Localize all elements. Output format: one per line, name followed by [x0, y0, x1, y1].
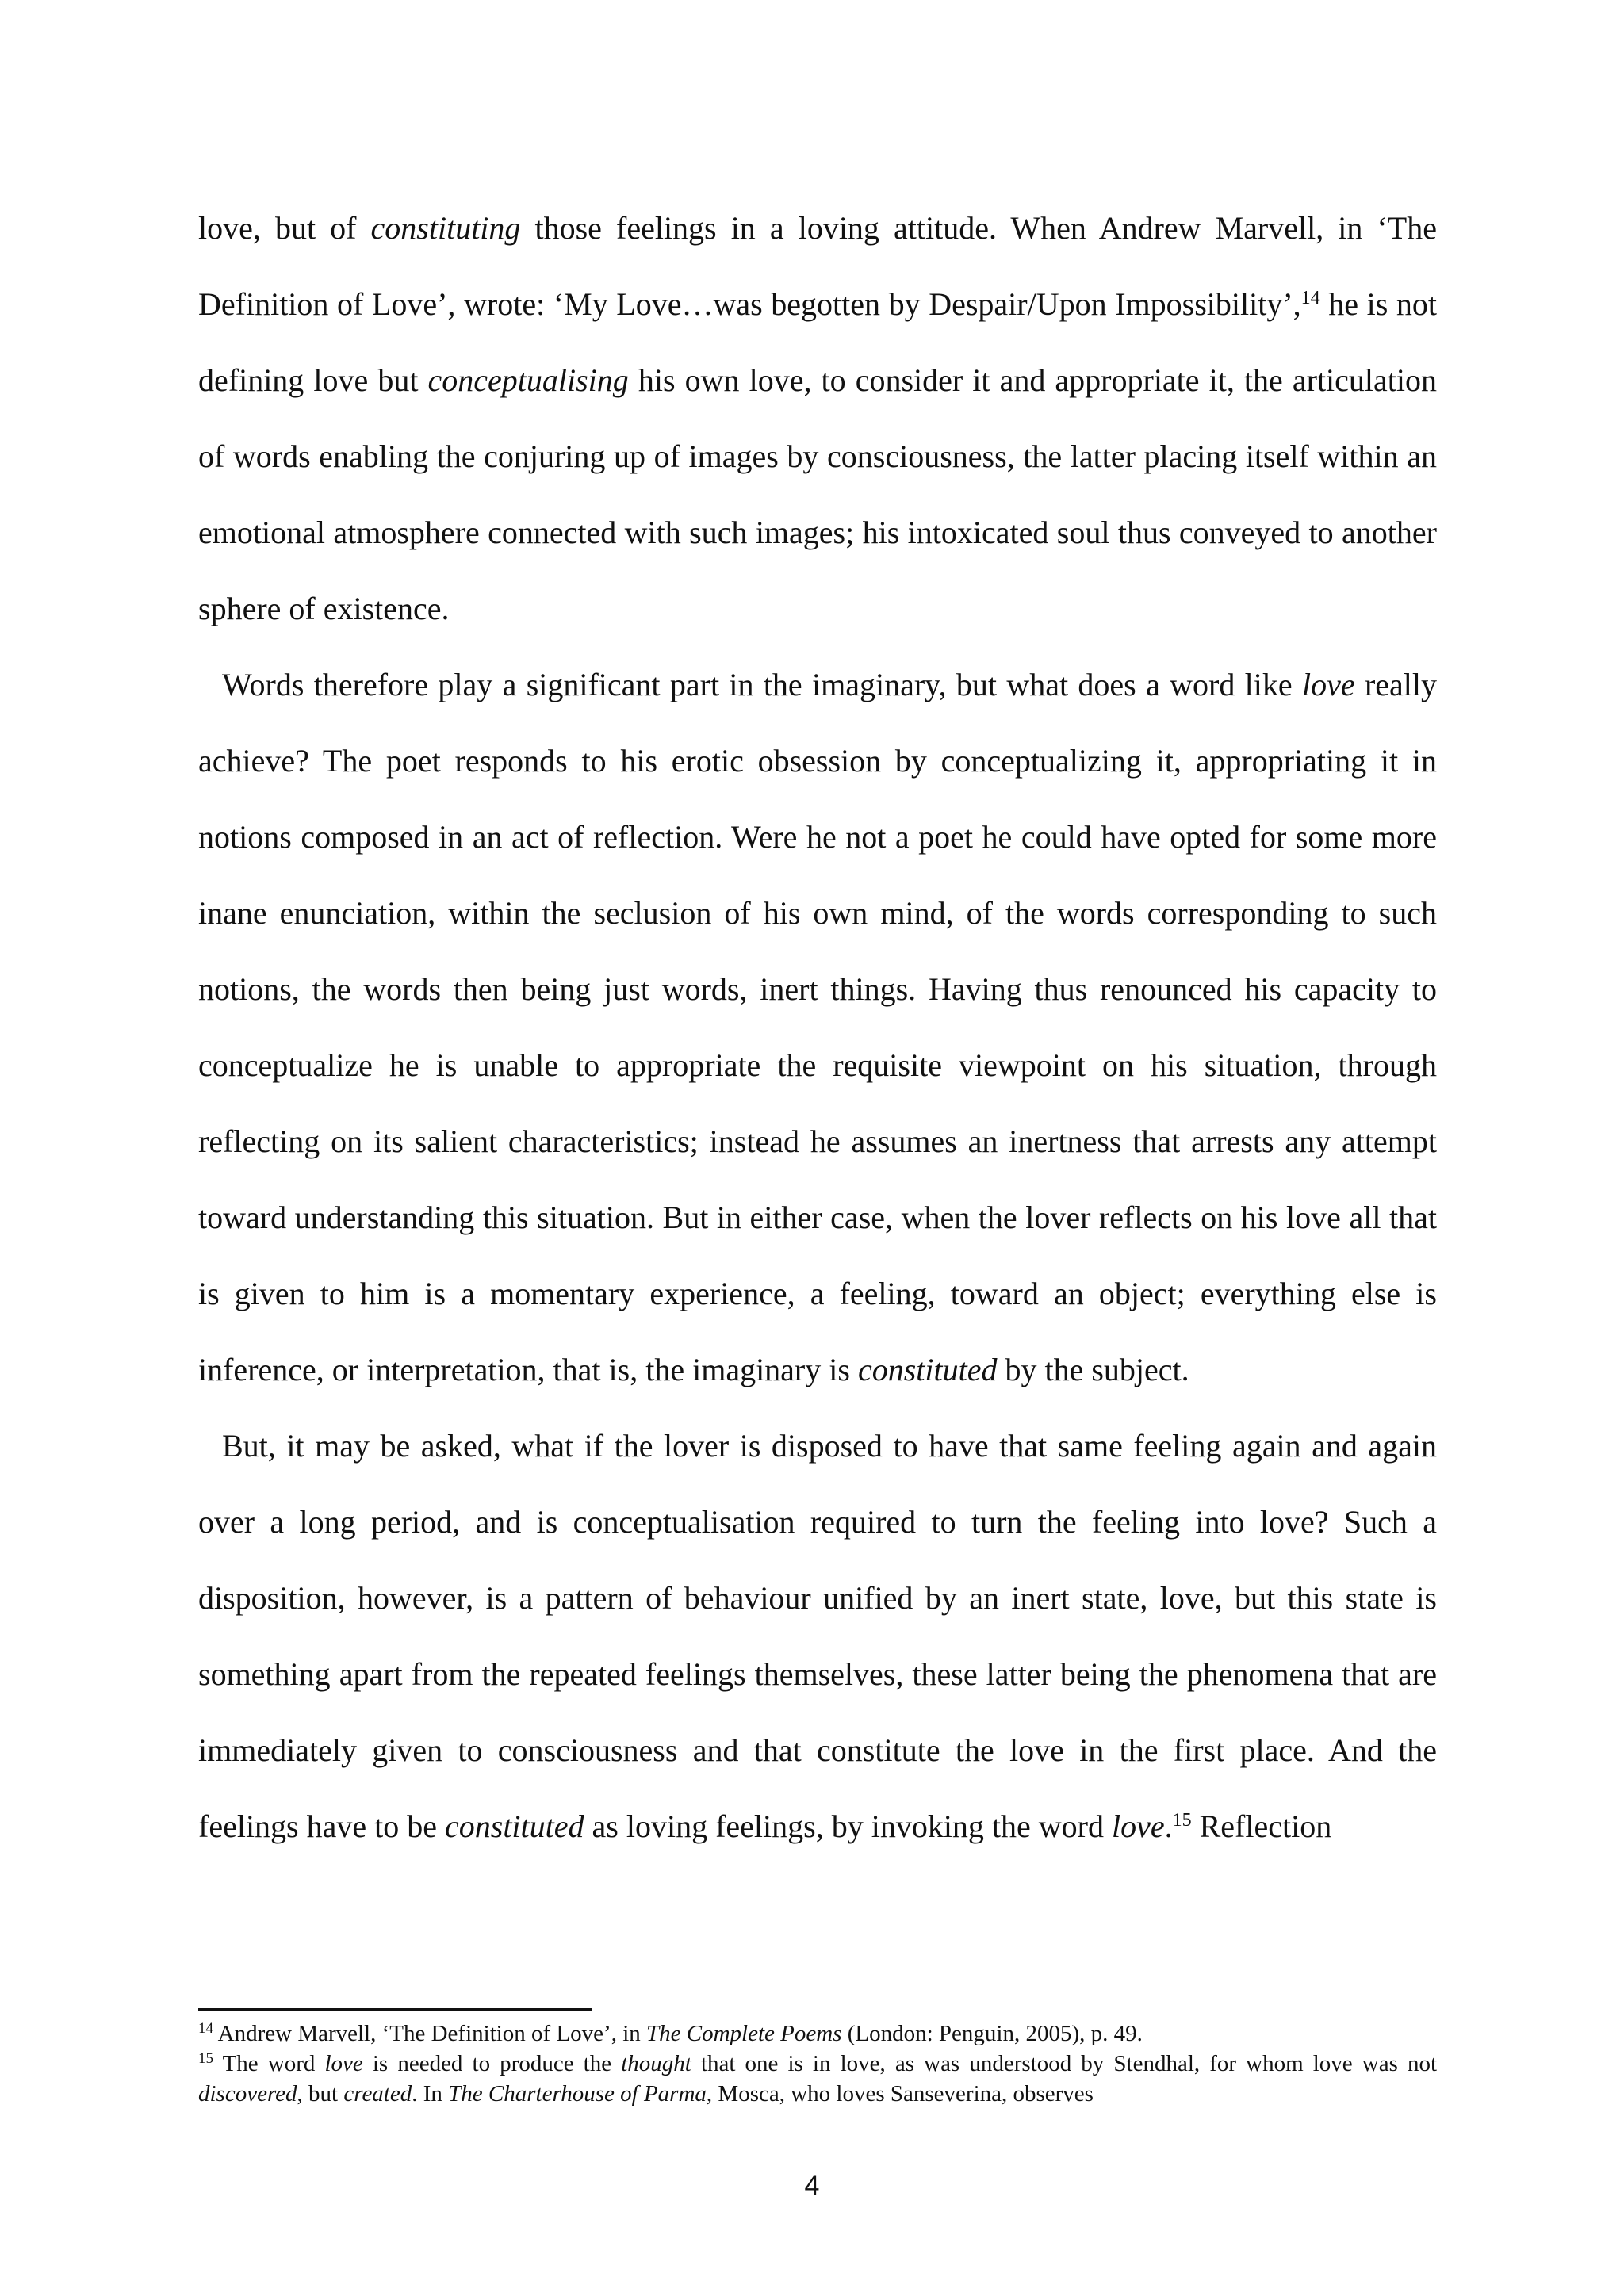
italic-text: thought	[621, 2051, 691, 2076]
text-run: Words therefore play a significant part in the imaginary, but what does a word like	[222, 667, 1302, 702]
footnote	[198, 2019, 1437, 2049]
italic-text: constituting	[370, 210, 521, 246]
text-run: as loving feelings, by invoking the word	[584, 1808, 1112, 1844]
body-text	[198, 190, 1437, 1865]
italic-text: conceptualising	[427, 362, 629, 398]
italic-text: love	[324, 2051, 363, 2076]
text-run: The word	[213, 2051, 325, 2076]
text-run: , but	[297, 2081, 344, 2107]
text-run: those feelings in a loving attitude. When Andrew Marvell, in ‘The Definition of Love’, wrote: ‘My Love…was begotten by Despair/Upon Impossibility’,	[198, 210, 1437, 322]
footnote-reference: 15	[198, 2050, 213, 2067]
italic-text: created	[343, 2081, 412, 2107]
text-run: that one is in love, as was understood by Stendhal, for whom love was not	[691, 2051, 1438, 2076]
text-run: .	[1164, 1808, 1173, 1844]
italic-text: constituted	[445, 1808, 584, 1844]
page-number: 4	[804, 2171, 820, 2201]
text-run: , Mosca, who loves Sanseverina, observes	[706, 2081, 1094, 2107]
footnote-reference: 14	[1300, 288, 1320, 308]
text-run: he is not defining love but	[198, 286, 1438, 398]
italic-text: The Complete Poems	[646, 2021, 842, 2046]
text-run: Reflection	[1191, 1808, 1332, 1844]
paragraph	[198, 1408, 1437, 1865]
text-run: his own love, to consider it and appropriate it, the articulation of words enabling the conjuring up of images by consciousness, the latter placing itself within an emotional atmosphere connected with such images; his intoxicated soul thus conveyed to another sphere of existence.	[198, 362, 1438, 626]
main-text	[198, 190, 1437, 1865]
text-run: Andrew Marvell, ‘The Definition of Love’, in	[213, 2021, 647, 2046]
text-run: by the subject.	[997, 1352, 1189, 1387]
italic-text: The Charterhouse of Parma	[448, 2081, 707, 2107]
text-run: love, but of	[198, 210, 371, 246]
italic-text: constituted	[857, 1352, 998, 1387]
italic-text: love	[1302, 667, 1355, 702]
footnote-reference: 14	[198, 2020, 213, 2037]
text-run: is needed to produce the	[362, 2051, 622, 2076]
footnote-reference: 15	[1172, 1810, 1192, 1831]
paragraph	[198, 190, 1437, 647]
text-run: really achieve? The poet responds to his erotic obsession by conceptualizing it, appropriating it in notions composed in an act of reflection. Were he not a poet he could have opted for some more inane enunciation, within the seclusion of his own mind, of the words corresponding to such notions, the words then being just words, inert things. Having thus renounced his capacity to conceptualize he is unable to appropriate the requisite viewpoint on his situation, through reflecting on its salient characteristics; instead he assumes an inertness that arrests any attempt toward understanding this situation. But in either case, when the lover reflects on his love all that is given to him is a momentary experience, a feeling, toward an object; everything else is inference, or interpretation, that is, the imaginary is	[198, 667, 1438, 1387]
italic-text: discovered	[198, 2081, 297, 2107]
text-run: . In	[412, 2081, 449, 2107]
footnote-separator	[198, 2008, 592, 2011]
text-run: (London: Penguin, 2005), p. 49.	[841, 2021, 1143, 2046]
paragraph	[198, 647, 1437, 1408]
footnote	[198, 2049, 1437, 2109]
footnotes	[198, 2019, 1437, 2109]
text-run: But, it may be asked, what if the lover is disposed to have that same feeling again and again over a long period, and is conceptualisation required to turn the feeling into love? Such a disposition, however, is a pattern of behaviour unified by an inert state, love, but this state is something apart from the repeated feelings themselves, these latter being the phenomena that are immediately given to consciousness and that constitute the love in the first place. And the feelings have to be	[198, 1428, 1437, 1844]
italic-text: love	[1112, 1808, 1165, 1844]
